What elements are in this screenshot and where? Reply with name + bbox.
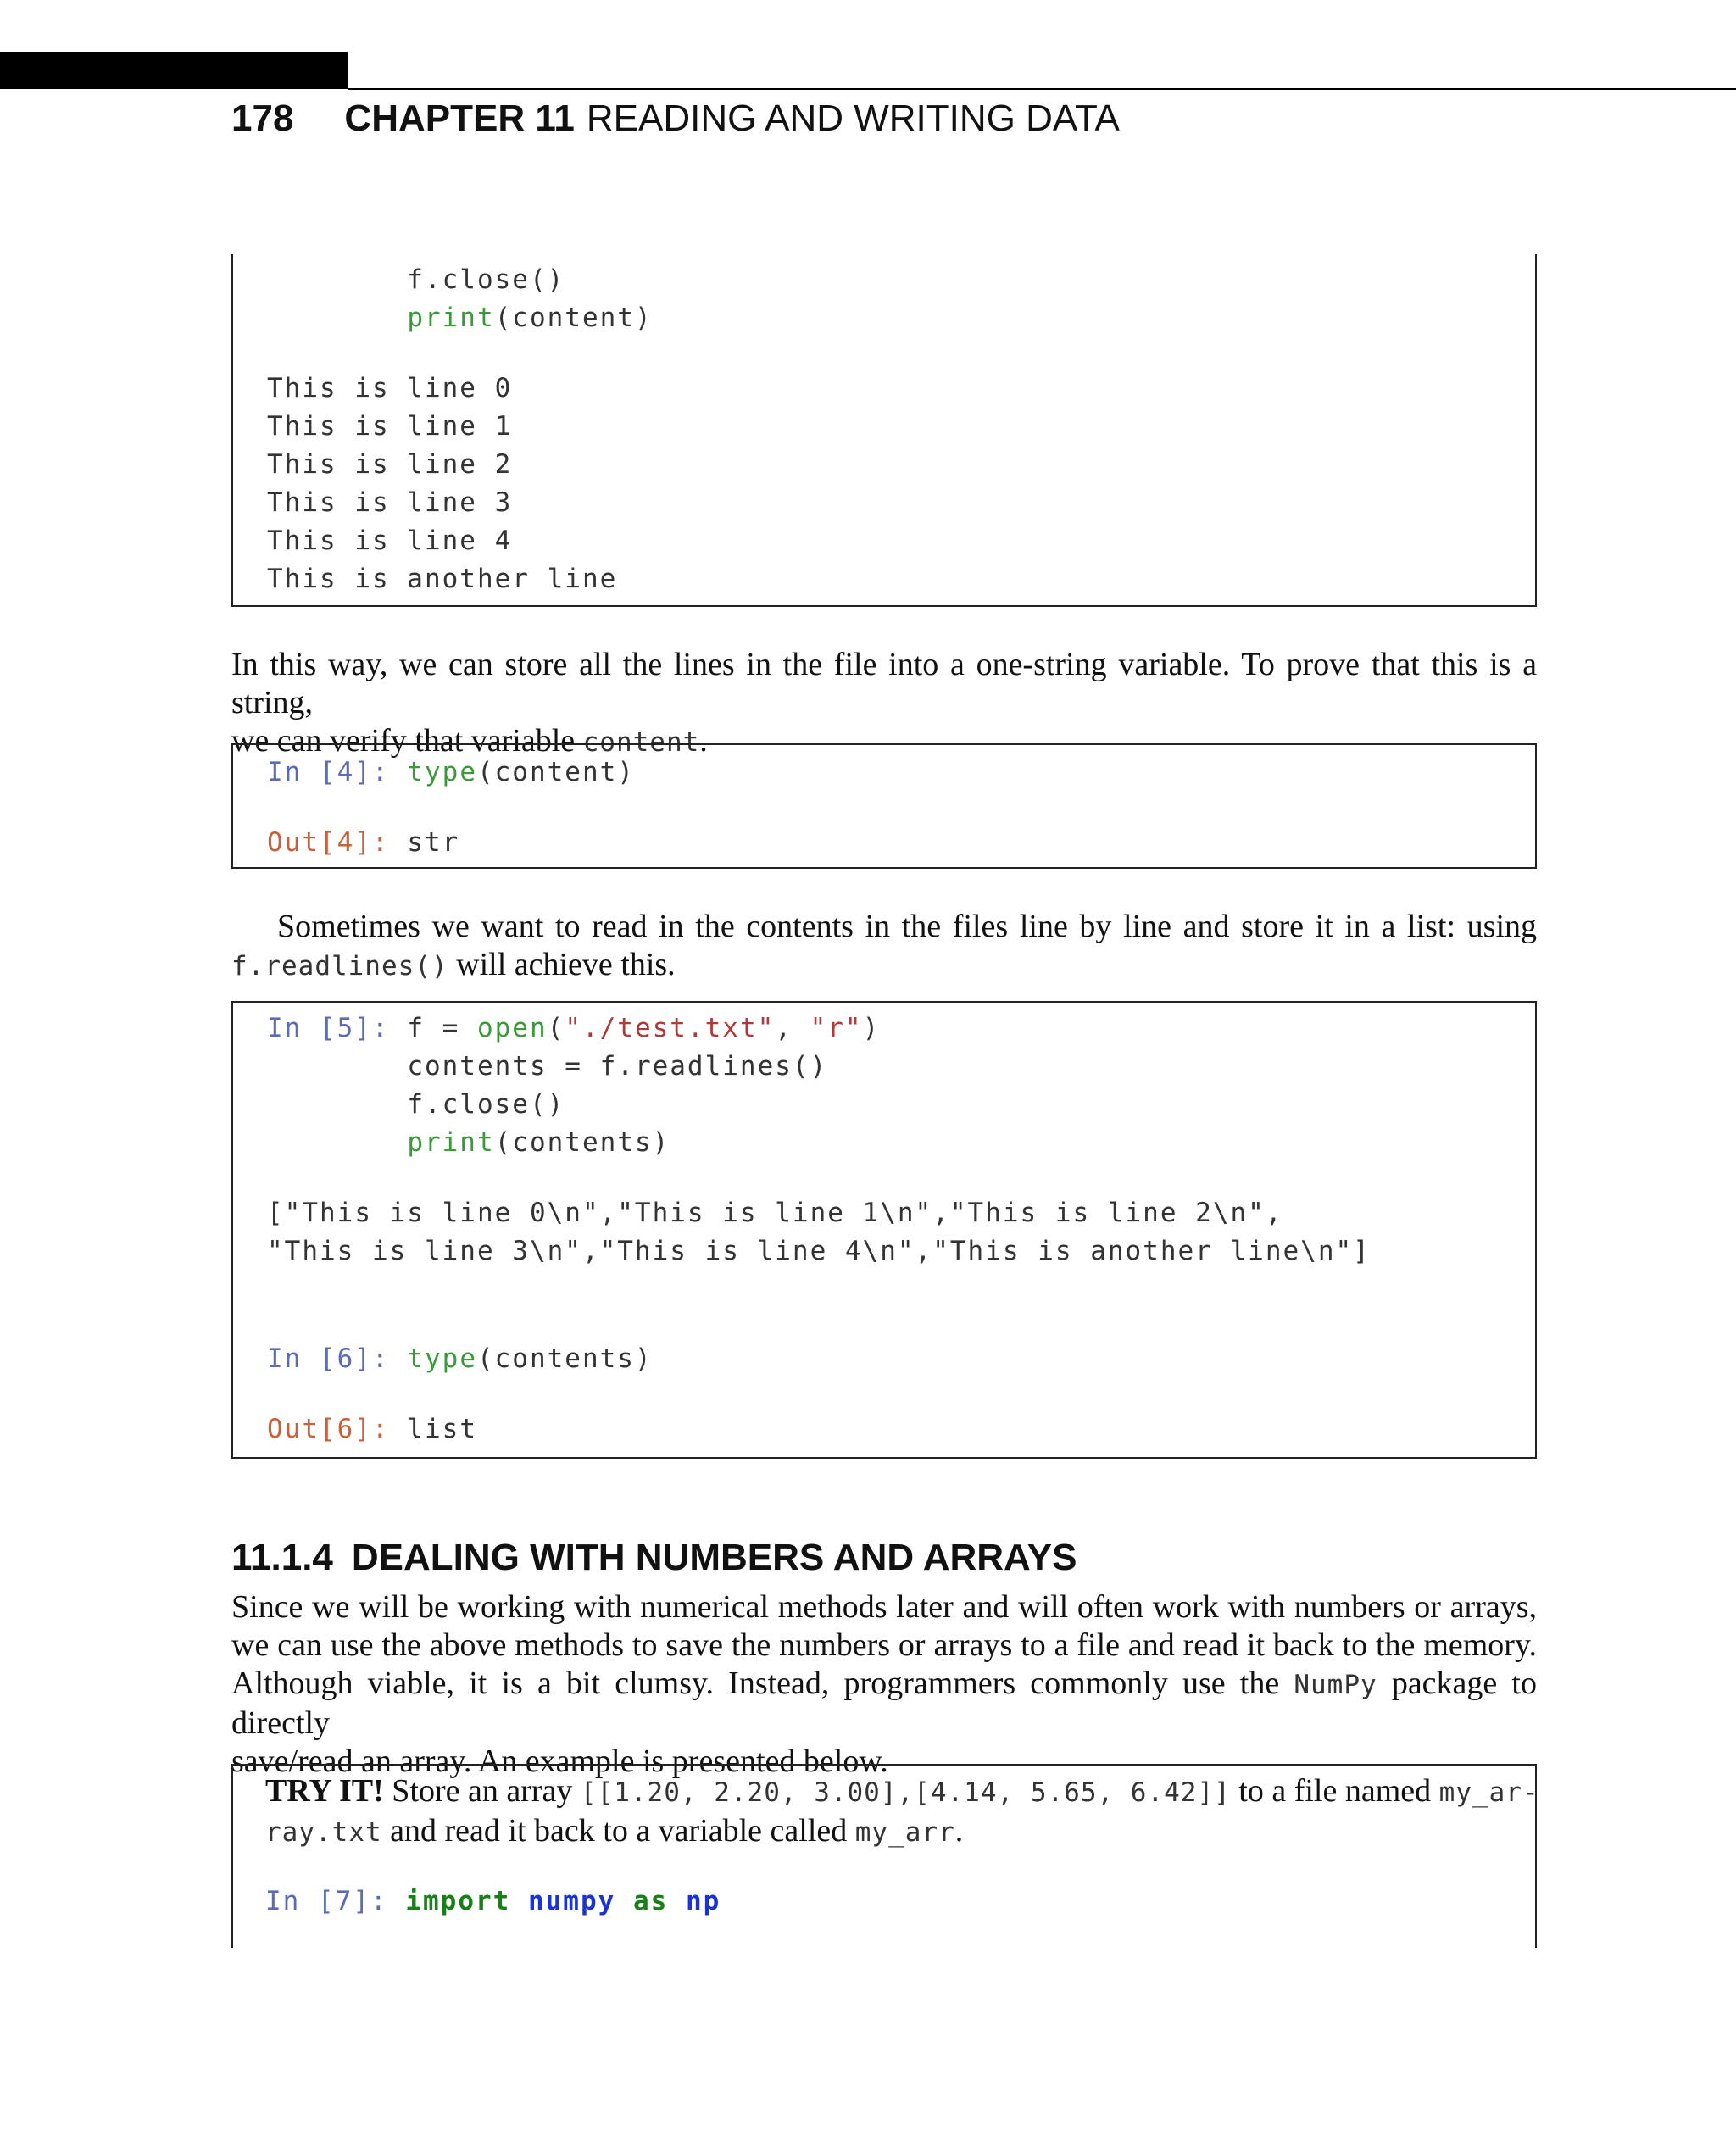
output-line: "This is line 3\n","This is line 4\n","This is another line\n"] [267,1236,1371,1266]
section-heading [231,1534,1077,1582]
code-block-3 [231,1001,1537,1459]
try-it-words: . [954,1813,964,1849]
code-text: contents = f.readlines() [407,1051,828,1082]
code-line [267,1412,477,1446]
try-it-words: Store an array [383,1773,581,1809]
code-text: (contents) [494,1127,670,1158]
in-prompt: In [6]: [267,1343,390,1374]
output-line: This is line 4 [267,526,513,556]
header-black-tab [0,52,348,89]
running-head [231,93,1120,144]
section-number: 11.1.4 [231,1537,333,1578]
builtin-type: type [407,1343,477,1374]
out-value: list [407,1414,477,1444]
try-it-lead: TRY IT! [265,1773,384,1809]
code-args: (content) [494,303,653,333]
header-rule [348,88,1736,90]
code-args: (content) [476,757,635,787]
output-line: This is line 3 [267,487,513,518]
inline-code-filename: ray.txt [265,1817,382,1848]
code-line [267,1011,880,1045]
code-line [267,1342,653,1376]
paragraph-line: save/read an array. An example is presented below. [231,1743,888,1779]
builtin-type: type [407,757,477,787]
code-text: ( [547,1013,565,1043]
code-line [265,1884,721,1918]
page-number: 178 [231,97,294,139]
in-prompt: In [5]: [267,1013,390,1043]
paragraph-text: Although viable, it is a bit clumsy. Instead, programmers commonly use the [231,1666,1294,1701]
chapter-title: READING AND WRITING DATA [586,97,1120,139]
code-line [267,1087,565,1121]
code-block-2 [231,743,1537,869]
code-line [267,1049,827,1083]
code-indent [267,1089,407,1120]
try-it-line [265,1812,1503,1852]
code-text: f.close() [407,1089,565,1120]
code-line [267,826,459,859]
builtin-print: print [407,1127,495,1158]
in-prompt: In [7]: [265,1886,388,1916]
paragraph-text: we can verify that variable [231,723,583,759]
module-alias: np [685,1886,721,1916]
code-block-1 [231,254,1537,607]
paragraph-line: Since we will be working with numerical methods later and will often work with numbers or arrays, [231,1589,1537,1625]
paragraph-2 [231,908,1537,986]
inline-code-content: content [582,727,700,758]
section-title: DEALING WITH NUMBERS AND ARRAYS [351,1537,1077,1578]
try-it-words: to a file named [1230,1773,1439,1809]
string-literal: "r" [810,1013,863,1043]
paragraph-text: package to directly [231,1666,1537,1741]
paragraph-line [231,946,1537,986]
code-line [267,301,653,335]
output-line: ["This is line 0\n","This is line 1\n","This is line 2\n", [267,1198,1283,1228]
output-line: This is line 1 [267,411,513,442]
output-line: This is line 0 [267,373,513,403]
try-it-words: and read it back to a variable called [381,1813,855,1849]
paragraph-line: In this way, we can store all the lines in the file into a one-string variable. To prove that this is a string, [231,647,1537,720]
try-it-text [265,1772,1539,1852]
builtin-print: print [407,303,495,333]
inline-code-numpy: NumPy [1294,1670,1377,1700]
paragraph-line: Sometimes we want to read in the contents in the files line by line and store it in a list: using [277,909,1537,944]
out-prompt: Out[6]: [267,1414,390,1444]
builtin-open: open [476,1013,548,1043]
string-literal: "./test.txt" [565,1013,776,1043]
code-text: f = [407,1013,477,1043]
output-line: This is another line [267,564,618,594]
code-indent [267,1051,407,1082]
paragraph-text: . [699,723,708,759]
in-prompt: In [4]: [267,757,390,787]
code-text: (contents) [476,1343,653,1374]
module-numpy: numpy [527,1886,616,1916]
keyword-import: import [405,1886,511,1916]
output-line: This is line 2 [267,449,513,480]
paragraph-3 [231,1588,1537,1781]
inline-code-filename: my_ar- [1438,1777,1539,1808]
code-text: ) [862,1013,881,1043]
code-indent [267,303,407,333]
paragraph-line: we can use the above methods to save the numbers or arrays to a file and read it back to the memory. [231,1627,1537,1663]
code-text: , [775,1013,810,1043]
paragraph-line [231,1665,1537,1743]
paragraph-text: will achieve this. [448,947,676,982]
keyword-as: as [632,1886,669,1916]
inline-code-varname: my_arr [854,1817,955,1848]
out-value: str [407,827,460,858]
out-prompt: Out[4]: [267,827,390,858]
code-line [267,755,635,789]
inline-code-readlines: f.readlines() [231,951,448,982]
code-line [267,1126,670,1159]
code-indent [267,1127,407,1158]
try-it-line [265,1772,1539,1812]
inline-code-array: [[1.20, 2.20, 3.00],[4.14, 5.65, 6.42]] [580,1777,1231,1808]
chapter-label: CHAPTER 11 [344,97,575,139]
code-line: f.close() [267,264,565,295]
